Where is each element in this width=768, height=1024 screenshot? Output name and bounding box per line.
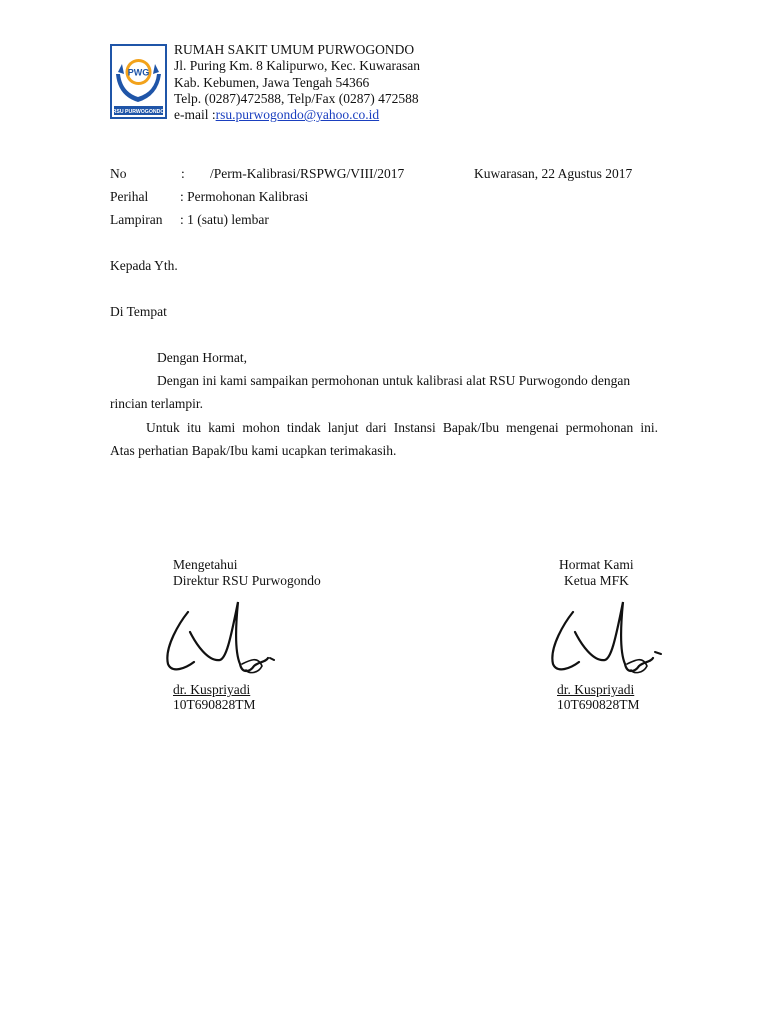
hospital-logo (110, 44, 167, 119)
left-signature (150, 592, 290, 682)
letterhead (174, 42, 420, 123)
place-date: Kuwarasan, 22 Agustus 2017 (474, 166, 633, 181)
paragraph-2-line-2: Atas perhatian Bapak/Ibu kami ucapkan terimakasih. (110, 443, 397, 458)
right-signer-id: 10T690828TM (557, 697, 640, 712)
address-line-2: Kab. Kebumen, Jawa Tengah 54366 (174, 74, 370, 90)
letter-number: /Perm-Kalibrasi/RSPWG/VIII/2017 (210, 166, 405, 181)
paragraph-1-line-1: Dengan ini kami sampaikan permohonan untuk kalibrasi alat RSU Purwogondo dengan (157, 373, 631, 388)
email-link[interactable]: rsu.purwogondo@yahoo.co.id (215, 107, 380, 123)
no-separator: : (181, 166, 185, 181)
lampiran-value: : 1 (satu) lembar (180, 212, 269, 227)
right-signer-name: dr. Kuspriyadi (557, 682, 635, 697)
greeting: Dengan Hormat, (157, 350, 247, 365)
lampiran-label: Lampiran (110, 212, 163, 227)
left-signer-name: dr. Kuspriyadi (173, 682, 251, 697)
email-prefix: e-mail : (174, 107, 216, 123)
right-sign-line-2: Ketua MFK (564, 573, 629, 588)
right-sign-line-1: Hormat Kami (559, 557, 634, 572)
address-line-1: Jl. Puring Km. 8 Kalipurwo, Kec. Kuwarasan (174, 58, 420, 74)
left-signer-id: 10T690828TM (173, 697, 256, 712)
email-line (174, 107, 420, 123)
right-signature (535, 592, 675, 682)
perihal-value: : Permohonan Kalibrasi (180, 189, 309, 204)
recipient: Kepada Yth. (110, 258, 178, 273)
left-sign-line-2: Direktur RSU Purwogondo (173, 573, 321, 588)
logo-initials: PWG (127, 67, 150, 78)
left-sign-line-1: Mengetahui (173, 557, 238, 572)
recipient-place: Di Tempat (110, 304, 167, 319)
perihal-label: Perihal (110, 189, 149, 204)
paragraph-1-line-2: rincian terlampir. (110, 396, 203, 411)
no-label: No (110, 166, 127, 181)
phone-line: Telp. (0287)472588, Telp/Fax (0287) 472588 (174, 90, 419, 106)
logo-caption: RSU PURWOGONDO (112, 109, 165, 115)
hospital-name: RUMAH SAKIT UMUM PURWOGONDO (174, 42, 415, 57)
paragraph-2-line-1: Untuk itu kami mohon tindak lanjut dari Instansi Bapak/Ibu mengenai permohonan ini. (146, 420, 658, 435)
